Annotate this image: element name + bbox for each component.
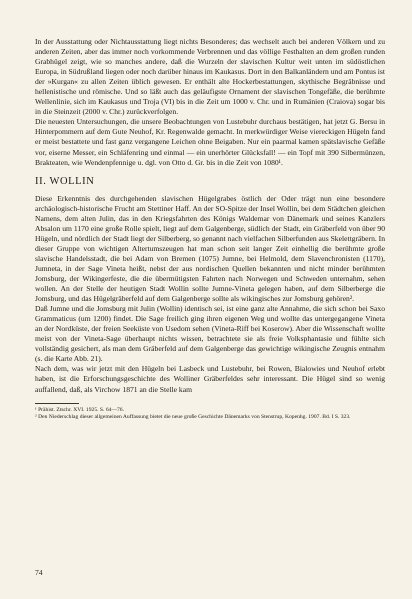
paragraph-wollin-intro: Diese Erkenntnis des durchgehenden slavischen Hügelgrabes östlich der Oder trägt nun eine besondere archäologisch-historische Frucht am Stettiner Haff. An der SO-Spitze der Insel Wollin, bei dem Städtchen gleichen Namens, dem alten Julin, das in den Kriegsfahrten des Königs Waldemar von Dänemark und seines Kanzlers Absalon um 1170 eine große Rolle spielt, liegt auf dem Galgenberge, südlich der Stadt, ein Gräberfeld von über 90 Hügeln, und nördlich der Stadt liegt der Silberberg, so genannt nach vielfachen Silberfunden aus Skelettgräbern. In dieser Gruppe von wichtigen Altertumszeugen hat man schon seit langer Zeit einhellig die berühmte große slavische Handelsstadt, die bei Adam von Bremen (1075) Jumne, bei Helmold, dem Slavenchronisten (1170), Jumneta, in der Sage Vineta heißt, nebst der aus nordischen Quellen bekannten und nicht minder berühmten Jomsburg, der Wikingerfeste, die die übermütigsten Fahrten nach Norwegen und Schweden unternahm, sehen wollen. An der Stelle der heutigen Stadt Wollin sollte Jumne-Vineta gelegen haben, auf dem Silberberge die Jomsburg, und das Hügelgräberfeld auf dem Galgenberge sollte als wikingisches zur Jomsburg gehören². — [35, 193, 385, 304]
footnotes — [35, 407, 385, 422]
paragraph-kurgan: In der Ausstattung oder Nichtausstattung liegt nichts Besonderes; das wechselt auch bei anderen Völkern und zu anderen Zeiten, aber das immer noch vorkommende Verbrennen und das völlige Festhalten an dem großen runden Grabhügel zeigt, wie so manches andere, daß die Wurzeln der slavischen Kultur weit unten im südöstlichen Europa, in Südrußland liegen oder noch darüber hinaus im Kaukasus. Dort in den Balkanländern und am Pontus ist der »Kurgan« zu allen Zeiten üblich gewesen. Er enthält alte Hockerbestattungen, skythische Begräbnisse und hellenistische und römische. Und so läßt auch das geläufigste Ornament der slavischen Tongefäße, die berühmte Wellenlinie, sich im Kaukasus und Troja (VI) bis in die Zeit um 1000 v. Chr. und in Rumänien (Craiova) sogar bis in die Steinzeit (2000 v. Chr.) zurückverfolgen. — [35, 37, 385, 117]
page-number: 74 — [35, 568, 43, 577]
wollin-text-block — [35, 194, 385, 395]
footnote-rule — [35, 403, 79, 404]
paragraph-jumne-jomsburg: Daß Jumne und die Jomsburg mit Julin (Wollin) identisch sei, ist eine ganz alte Annahme, die sich schon bei Saxo Grammaticus (um 1200) findet. Die Sage freilich ging ihren eigenen Weg und wollte das untergegangene Vineta an der Nordküste, der freien Seeküste von Usedom sehen (Vineta-Riff bei Koserow). Aber die Wissenschaft wollte meist von der Vineta-Sage überhaupt nichts wissen, betrachtete sie als freie Volksphantasie und fühlte sich vollständig gesichert, als man dem Gräberfeld auf dem Galgenberge das gewichtige wikingische Zeugnis entnahm (s. die Karte Abb. 21). — [35, 304, 385, 364]
paragraph-bersu: Die neuesten Untersuchungen, die unsere Beobachtungen von Lustebuhr durchaus bestätigen, hat jetzt G. Bersu in Hinterpommern auf dem Gute Neuhof, Kr. Regenwalde gemacht. In merkwürdiger Weise viereckigen Hügeln fand er meist bestattete und fast ganz vergangene Leichen ohne Beigaben. Nur ein paarmal kamen spätslavische Gefäße vor, eiserne Messer, ein Schläfenring und einmal — ein unerhörter Glücksfall! — ein Topf mit 390 Silbermünzen, Brakteaten, wie Wendenpfennige u. dgl. von Otto d. Gr. bis in die Zeit von 1080¹. — [35, 117, 385, 167]
footnote-2: ² Den Niederschlag dieser allgemeinen Auffassung bietet die neue große Geschichte Dänemarks von Stenstrup, Kopenhg. 1907. Bd. I S. 323. — [35, 413, 351, 420]
top-text-block — [35, 37, 385, 168]
section-heading: II. WOLLIN — [35, 175, 95, 187]
footnote-1: ¹ Prähist. Ztschr. XVI. 1925. S. 64—76. — [35, 406, 124, 413]
paragraph-erforschung: Nach dem, was wir jetzt mit den Hügeln bei Lasbeck und Lustebuhr, bei Rowen, Bialowies und Neuhof erlebt haben, ist die Erforschungsgeschichte des Wolliner Gräberfeldes sehr interessant. Die Hügel sind so wenig auffallend, daß, als Virchow 1871 an die Stelle kam — [35, 364, 385, 394]
